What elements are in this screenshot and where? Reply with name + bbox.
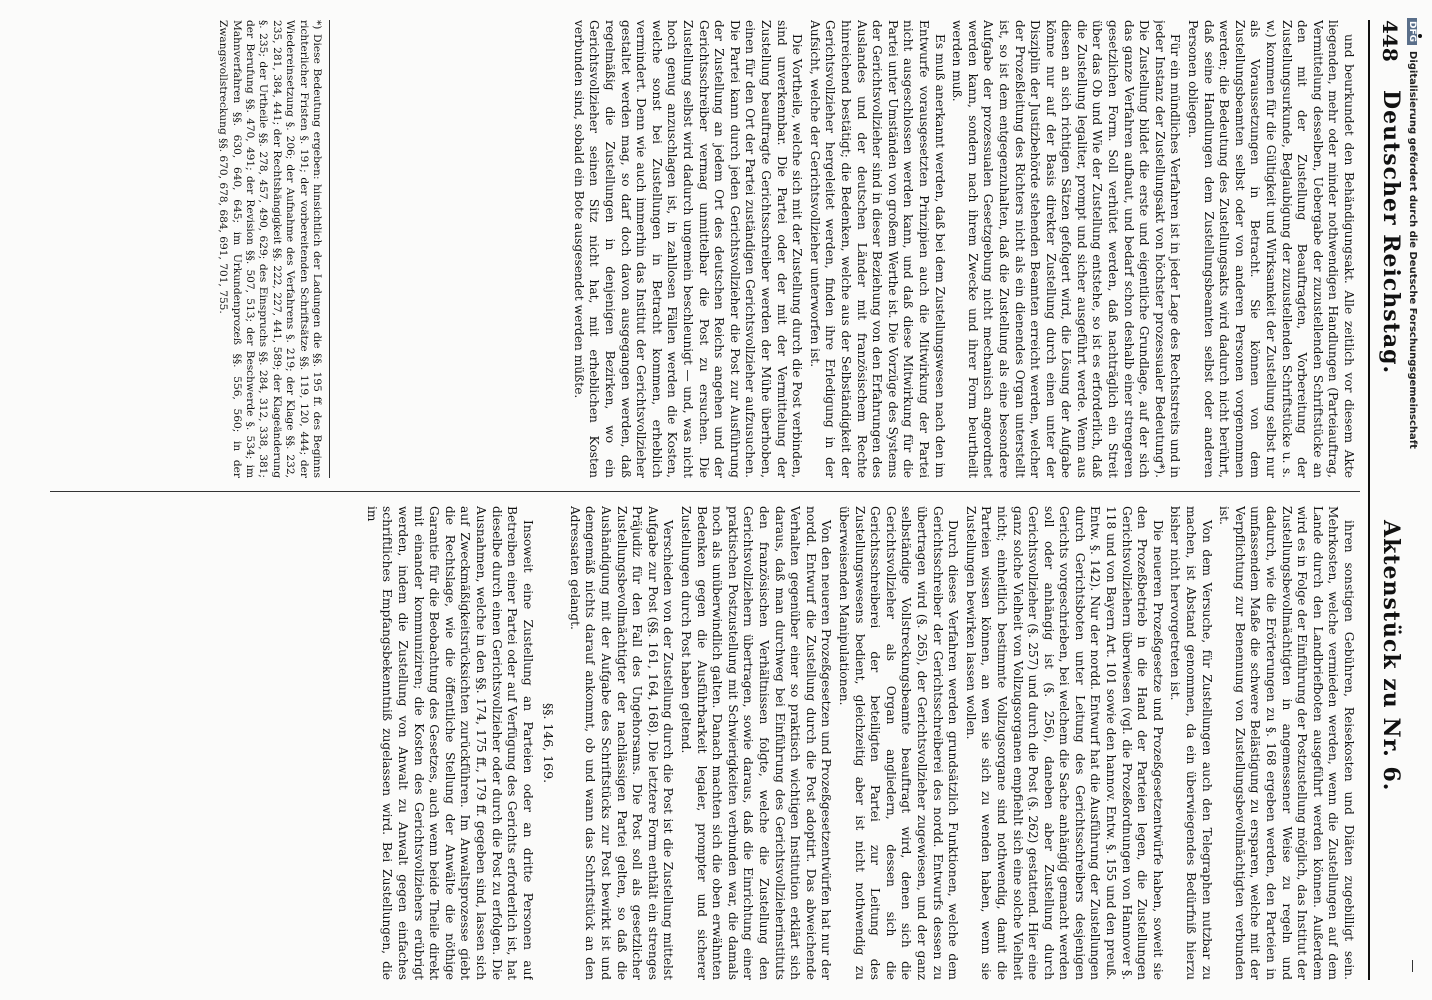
right-paragraph: Verschieden von der Zustellung durch die Post ist die Zustellung mittelst Aufgabe zur Post (§§. 161, 164, 168). Die letztere Form enthält ein strenges Präjudiz für den Fall des Ungehorsams. Die Post soll als gesetzlicher Zustellungsbevollmächtigter der nachlässigen Partei gelten, so daß die Aushändigung mit der Aufgabe des Schriftstücks zur Post bewirkt ist und demgemäß nichts darauf ankommt, ob und wann das Schriftstück an den Adressaten gelangt.	[567, 506, 676, 980]
right-paragraph: Von den neueren Prozeßgesetzen und Prozeßgesetzentwürfen hat nur der nordd. Entwurf die Zustellung durch die Post adoptirt. Das abweichende Verhalten gegenüber einer so praktisch wichtigen Institution erklärt sich daraus, daß man durchweg bei Einführung des Gerichtsvollzieherinstituts den französischen Verhältnissen folgte, welche die Zustellung den Gerichtsvollziehern übertragen, sowie daraus, daß die Einrichtung einer praktischen Postzustellung mit Schwierigkeiten verbunden war, die damals noch als unüberwindlich galten. Danach machten sich die oben erwähnten Bedenken gegen die Ausführbarkeit legaler, prompter und sicherer Zustellungen durch Post haben geltend.	[679, 506, 834, 980]
section-heading: §§. 146, 169.	[541, 702, 557, 784]
left-paragraph: und beurkundet den Behändigungsakt. Alle zeitlich vor diesem Akte liegenden, mehr oder minder nothwendigen Handlungen (Parteiauftrag, Vermittelung desselben, Uebergabe der zuzustellenden Schriftstücke an den mit der Zustellung Beauftragten, Vorbereitung der Zustellungsurkunde, Beglaubigung der zuzustellenden Schriftstücke u. s. w.) kommen für die Gültigkeit und Wirksamkeit der Zustellung selbst nur als Voraussetzungen in Betracht. Sie können von dem Zustellungsbeamten selbst oder von anderen Personen vorgenommen werden; die Bedeutung des Zustellungsakts wird dadurch nicht berührt, daß seine Handlungen dem Zustellungsbeamten selbst oder anderen Personen obliegen.	[1186, 20, 1356, 478]
right-column	[56, 506, 1356, 980]
section-paragraph: Insoweit eine Zustellung an Parteien oder an dritte Personen auf Betreiben einer Partei oder auf Verfügung des Gerichts erforderlich ist, hat dieselbe durch einen Gerichtsvollzieher oder durch die Post zu erfolgen. Die Ausnahmen, welche in den §§. 174, 175 ff., 179 ff. gegeben sind, lassen sich auf Zweckmäßigkeitsrücksichten zurückführen. Im Anwaltsprozesse giebt die Rechtslage, wie die öffentliche Stellung der Anwälte die nöthige Garantie für die Beobachtung des Gesetzes, auch wenn beide Theile direkt mit einander kommuniziren; die Kosten des Gerichtsvollziehers erübrigt werden, indem die Zustellung von Anwalt zu Anwalt gegen einfaches schriftliches Empfangsbekenntniß zugelassen wird. Bei Zustellungen, die im	[364, 506, 535, 980]
right-paragraph: Von dem Versuche, für Zustellungen auch den Telegraphen nutzbar zu machen, ist Abstand genommen, da ein überwiegendes Bedürfniß hierzu bisher nicht hervorgetreten ist.	[1168, 506, 1214, 980]
column-divider	[50, 491, 1360, 492]
right-paragraph: Durch dieses Verfahren werden grundsätzlich Funktionen, welche dem Gerichtsschreiber der Gerichtsschreiberei des nordd. Entwurfs dessen zu übertragen wird (§. 265), der Gerichtsvollzieher zugewiesen, und der ganz selbständige Vollstreckungsbeamte beauftragt wird, denen sich die Gerichtsvollzieher als Organ angliedern, dessen sich die Gerichtsschreiberei der beteiligten Partei zur Leitung des Zustellungswesens bedient, gleichzeitig aber ist nicht nothwendig zu überweisenden Manipulationen.	[837, 506, 961, 980]
digitization-credit	[1404, 18, 1418, 1000]
right-paragraph: Die neueren Prozeßgesetze und Prozeßgesetzentwürfe haben, soweit sie den Prozeßbetrieb in die Hand der Parteien legen, die Zustellungen Gerichtsvollziehern überwiesen (vgl. die Prozeßordnungen von Hannover §. 118 und von Bayern Art. 101 sowie den hannov. Entw. §. 155 und den preuß. Entw. §. 142). Nur der nordd. Entwurf hat die Ausführung der Zustellungen durch Gerichtsboten unter Leitung des Gerichtsschreibers desjenigen Gerichts vorgeschrieben, bei welchem die Sache anhängig gemacht werden soll oder anhängig ist (§. 256), daneben aber Zustellung durch Gerichtsvollzieher (§. 257) und durch die Post (§. 262) gestattend. Hier eine ganz solche Vielheit von Vollzugsorganen empfiehlt sich eine solche Vielheit nicht; einheitlich bestimmte Vollzugsorgane sind nothwendig, damit die Parteien wissen können, an wen sie sich zu wenden haben, wenn sie Zustellungen bewirken lassen wollen.	[963, 506, 1165, 980]
dfg-logo: DFG	[1407, 18, 1417, 45]
running-title-right: Aktenstück zu Nr. 6.	[1378, 520, 1404, 792]
footnote	[216, 20, 330, 478]
header-rule	[1368, 20, 1370, 980]
ink-spot	[1418, 34, 1422, 38]
rotated-page-content	[30, 20, 1410, 980]
right-paragraph: ihren sonstigen Gebühren, Reisekosten und Diäten zugebilligt sein. Mehrkosten, welche vermieden werden, wenn die Zustellungen auf dem Lande durch den Landbriefboten ausgeführt werden können. Außerdem wird es in Folge der Einführung der Postzustellung möglich, das Institut der Zustellungsbevollmächtigten in angemessener Weise zu regeln und dadurch, wie die Erörterungen zu §. 168 ergeben werden, den Parteien in umfassendem Maße die schwere Belästigung zu ersparen, welche mit der Verpflichtung zur Benennung von Zustellungsbevollmächtigten verbunden ist.	[1217, 506, 1356, 980]
page-number: 448	[1378, 20, 1402, 62]
digitization-credit-text: Digitalisierung gefördert durch die Deutsche Forschungsgemeinschaft	[1407, 51, 1418, 449]
left-paragraph: Für ein mündliches Verfahren ist in jeder Lage des Rechtsstreits und in jeder Instanz der Zustellungsakt von höchster prozessualer Bedeutung*). Die Zustellung bildet die erste und eigentliche Grundlage, auf der sich das ganze Verfahren aufbaut, und bedarf schon deshalb einer strengeren gesetzlichen Form. Soll verhütet werden, daß nachträglich ein Streit über das Ob und Wie der Zustellung entstehe, so ist es erforderlich, daß die Zustellung legaliter, prompt und sicher ausgeführt werde. Wenn aus diesen an sich richtigen Sätzen gefolgert wird, die Lösung der Aufgabe könne nur auf der Basis direkter Zustellung durch einen unter der Disziplin der Justizbehörde stehenden Beamten erreicht werden, welcher der Prozeßleitung des Richters nicht als ein dienendes Organ unterstellt ist, so ist dem entgegenzuhalten, daß die Zustellung als eine besondere Aufgabe der prozessualen Gesetzgebung nicht mechanisch angeordnet werden kann, sondern nach ihrem Zwecke und ihrer Form beurtheilt werden muß.	[950, 20, 1183, 478]
left-paragraph: Die Vortheile, welche sich mit der Zustellung durch die Post verbinden, sind unverkennbar. Die Partei oder der mit der Vermittelung der Zustellung beauftragte Gerichtsschreiber werden der Mühe überhoben, einen für den Ort der Partei zuständigen Gerichtsvollzieher aufzusuchen. Die Partei kann durch jeden Gerichtsvollzieher die Post zur Ausführung der Zustellung an jedem Ort des deutschen Reichs angehen und der Gerichtsschreiber vermag unmittelbar die Post zu ersuchen. Die Zustellung selbst wird dadurch ungemein beschleunigt — und, was nicht hoch genug anzuschlagen ist, in zahllosen Fällen werden die Kosten, welche sonst bei Zustellungen in Betracht kommen, erheblich vermindert. Denn wie auch immerhin das Institut der Gerichtsvollzieher gestaltet werden mag, so darf doch davon ausgegangen werden, daß regelmäßig die Zustellungen in denjenigen Bezirken, wo ein Gerichtsvollzieher seinen Sitz nicht hat, mit erheblichen Kosten verbunden sind, sobald ein Bote ausgesendet werden müßte.	[571, 20, 805, 478]
footnote-text: *) Diese Bedeutung ergeben: hinsichtlich der Ladungen die §§. 195 ff. des Beginns richterlicher Fristen §. 191; der vorbereitenden Schriftsätze §§. 119, 120, 444; der Wiedereinsetzung §. 206; der Aufnahme des Verfahrens §. 219; der Klage §§. 232, 235, 281, 384, 441; der Rechtshängigkeit §§. 222, 227, 441, 589; der Klageänderung §. 235; der Urtheile §§. 278, 457, 490, 629; des Einspruchs §§. 284, 312, 338, 381; der Berufung §§. 470, 491; der Revision §§. 507, 513; der Beschwerde §. 534; im Mahnverfahren §§. 630, 640, 645; im Urkundenprozeß §§. 556, 560; in der Zwangsvollstreckung §§. 670, 678, 684, 691, 701, 755.	[217, 20, 323, 478]
left-paragraph: Es muß anerkannt werden, daß bei dem Zustellungswesen nach den im Entwurfe vorausgesetzten Prinzipien auch die Mitwirkung der Partei nicht ausgeschlossen werden kann, und daß diese Mitwirkung für die Partei unter Umständen von großem Werthe ist. Die Vorzüge des Systems der Gerichtsvollzieher sind in dieser Beziehung von den Erfahrungen des Auslandes und der deutschen Länder mit französischem Rechte hinreichend bestätigt; die Bedenken, welche aus der Selbständigkeit der Gerichtsvollzieher hergeleitet werden, finden ihre Erledigung in der Aufsicht, welche der Gerichtsvollzieher unterworfen ist.	[807, 20, 947, 478]
running-title-left: Deutscher Reichstag.	[1378, 90, 1404, 375]
